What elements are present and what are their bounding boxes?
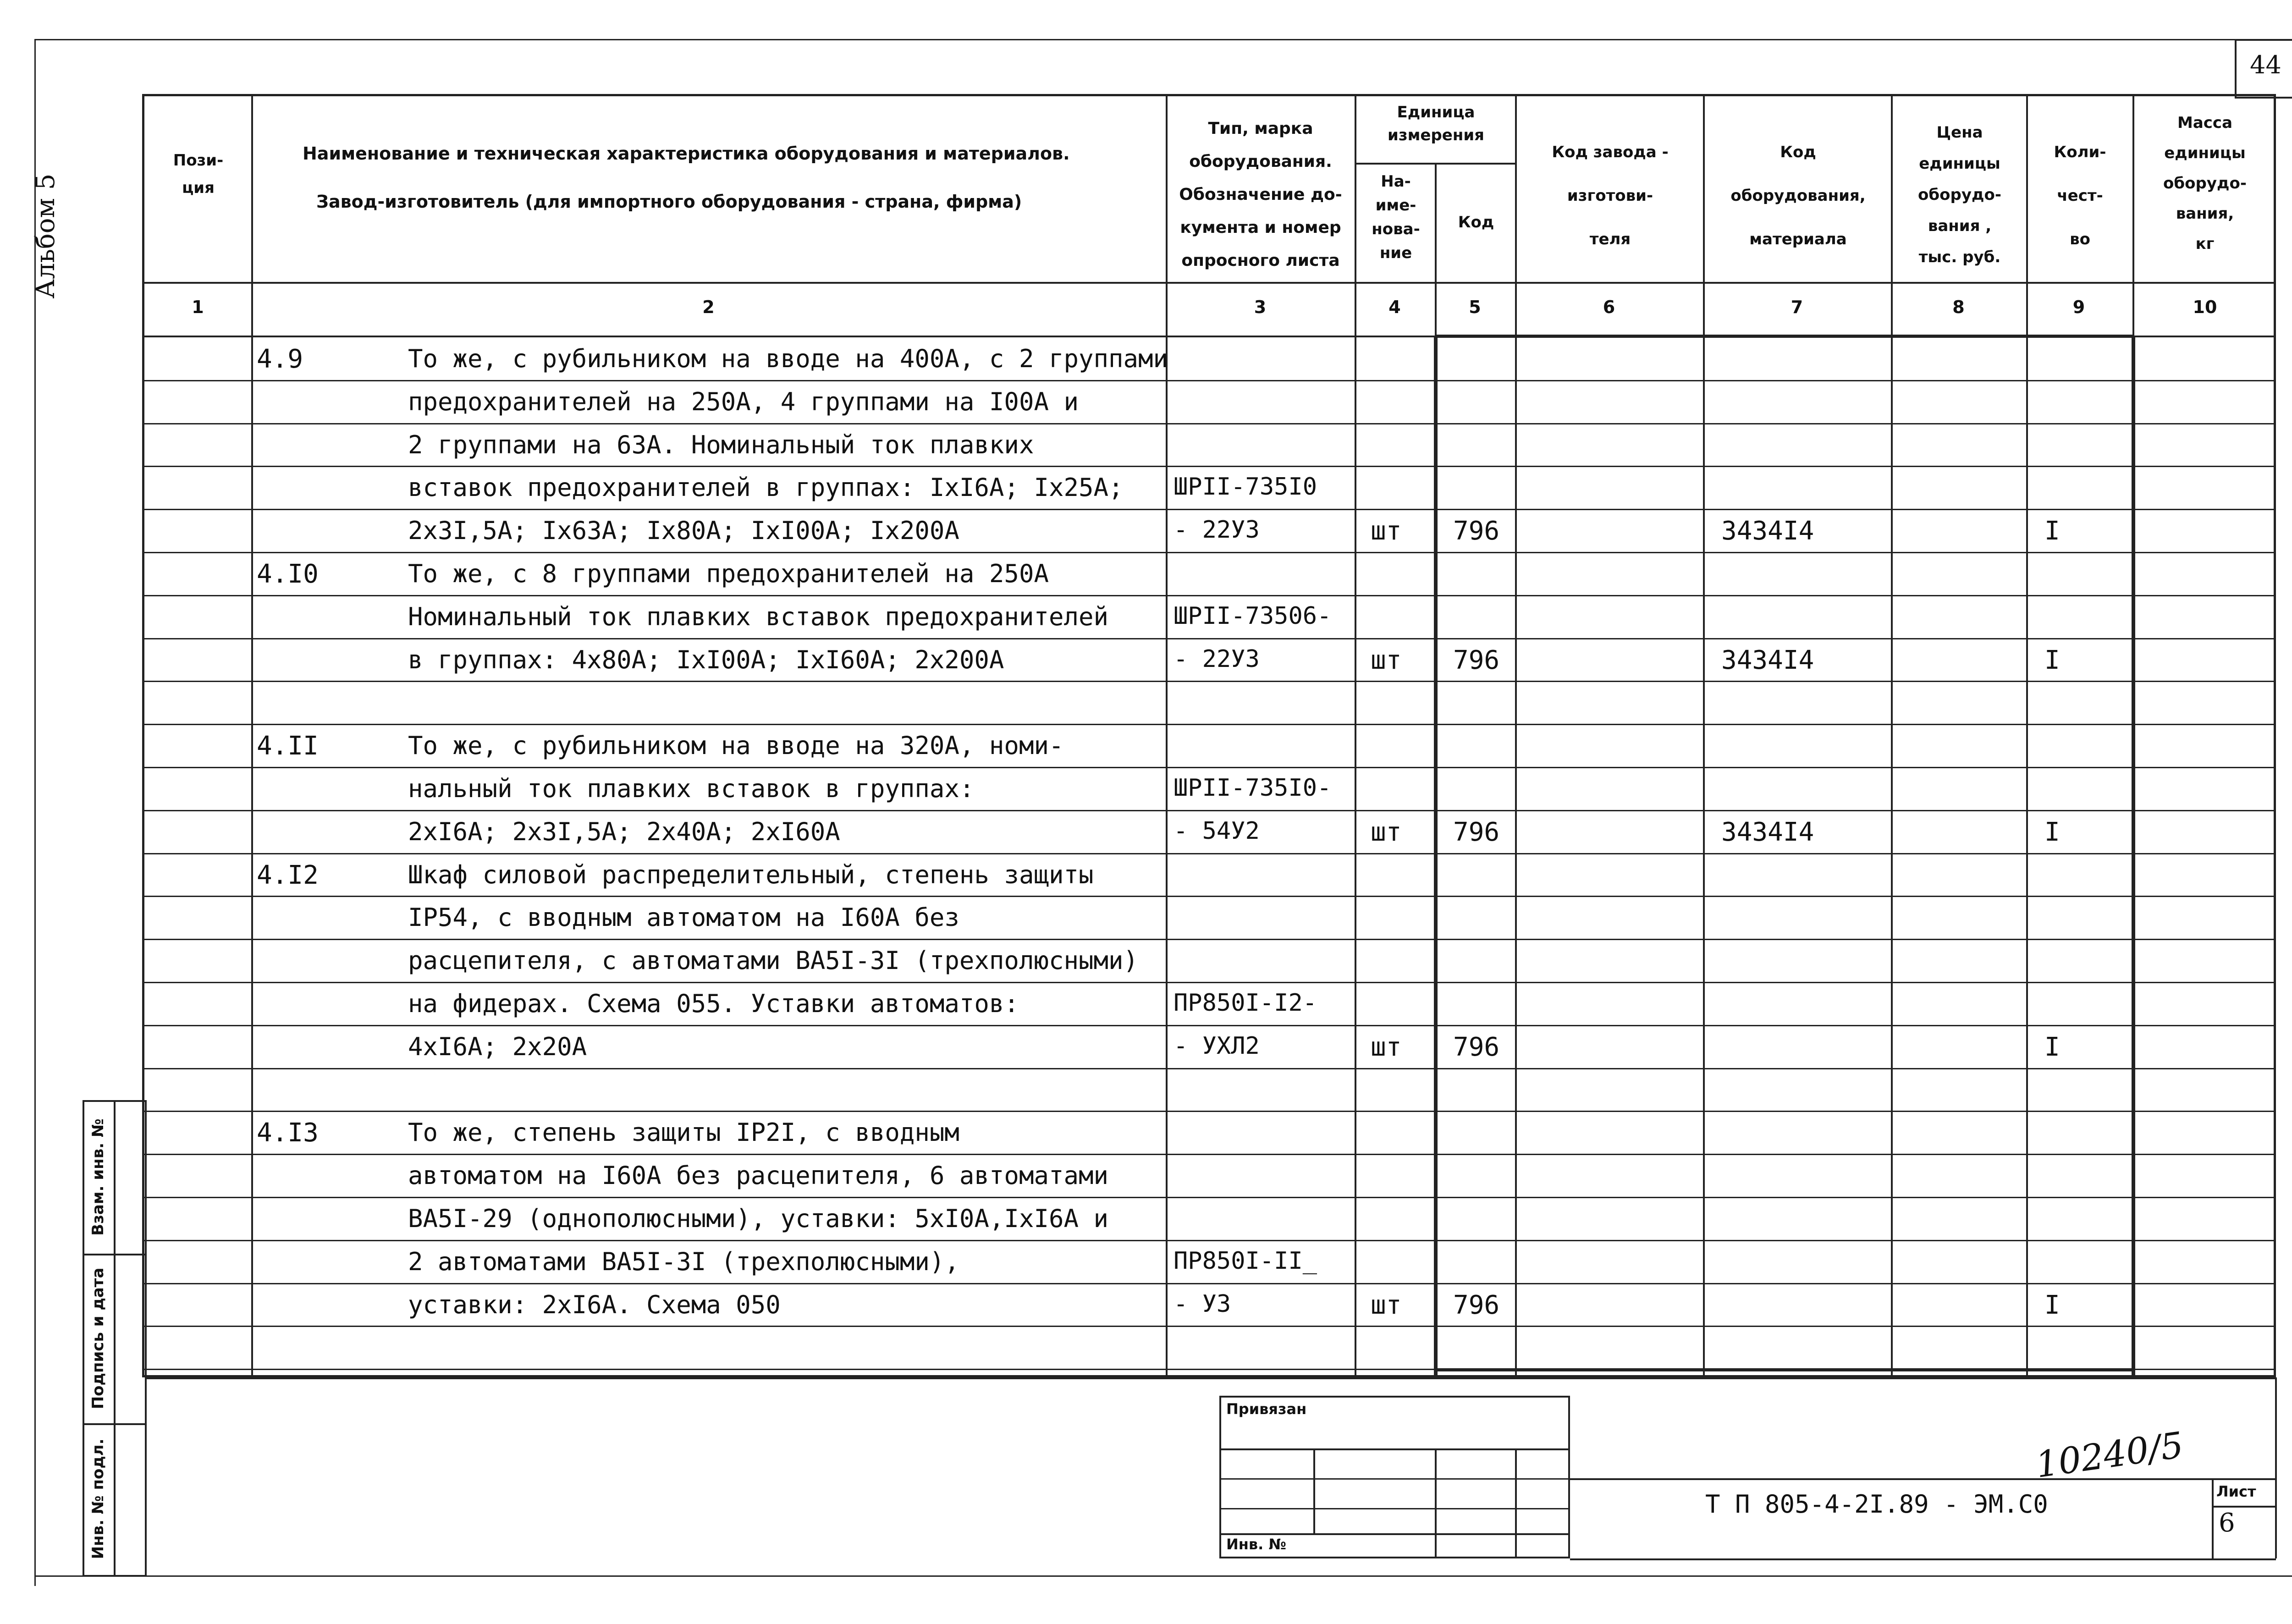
handwritten-number: 10240/5 [2033,1424,2186,1486]
header-name-line2: Завод-изготовитель (для импортного оборудования - страна, фирма) [316,192,1022,212]
title-block-bottom-line [1570,1558,2276,1560]
cell-type-mark: ШРII-73506- [1174,602,1332,630]
stamp-podpis-label: Подпись и дата [89,1267,107,1409]
cell-description: на фидерах. Схема 055. Уставки автоматов: [408,989,1019,1018]
cell-unit-name: шт [1371,1032,1402,1062]
colnum-6: 6 [1603,297,1615,317]
cell-description: Шкаф силовой распределительный, степень защиты [408,860,1094,889]
row-line [142,638,2276,639]
colnum-8: 8 [1952,297,1965,317]
cell-type-mark: - 22У3 [1174,516,1260,544]
cell-unit-name: шт [1371,1290,1402,1320]
cell-type-mark: - 54У2 [1174,817,1260,845]
privyazan-line-4 [1219,1533,1570,1535]
colnum-10: 10 [2193,297,2217,317]
cell-type-mark: ПР850I-II_ [1174,1247,1317,1275]
header-type: Тип, марка оборудования. Обозначение до- кумента и номер опросного листа [1179,119,1342,270]
row-line [142,1154,2276,1155]
privyazan-vline-1 [1313,1448,1315,1533]
list-box-left-line [2212,1478,2214,1558]
row-line [142,939,2276,940]
header-unit-code: Код [1458,213,1494,231]
cell-quantity: I [2044,645,2060,675]
row-line [142,681,2276,682]
privyazan-line-3 [1219,1508,1570,1509]
cell-quantity: I [2044,1032,2060,1062]
list-number: 6 [2219,1508,2235,1538]
header-maker-code: Код завода - изготови- теля [1552,143,1669,248]
cell-quantity: I [2044,516,2060,546]
col-line-5-thick [1434,336,1438,1377]
cell-description: 4xI6А; 2x20А [408,1032,587,1061]
document-code: Т П 805-4-2I.89 - ЭМ.С0 [1705,1490,2048,1519]
col-line-9-thick [2132,336,2135,1377]
row-line [142,896,2276,897]
title-block-right-line [2275,1377,2277,1558]
row-line [142,1197,2276,1198]
cell-unit-code: 796 [1453,516,1500,546]
privyazan-vline-3 [1515,1448,1517,1558]
cell-position: 4.I3 [257,1118,319,1148]
list-box-mid-line [2212,1506,2276,1508]
colnum-5: 5 [1469,297,1481,317]
cell-description: ВА5I-29 (однополюсными), уставки: 5xI0А,IxI6А и [408,1204,1109,1233]
colnum-1: 1 [192,297,204,317]
stamp-vzam-label: Взам. инв. № [89,1118,107,1236]
cell-description: То же, с рубильником на вводе на 320А, номи- [408,731,1064,760]
col-line-7 [1891,94,1893,1377]
row-line [142,810,2276,811]
row-line [142,1369,2276,1370]
inv-no-label: Инв. № [1226,1536,1286,1553]
cell-description: 2 группами на 63А. Номинальный ток плавких [408,430,1034,459]
col-line-1 [251,94,253,1377]
cell-description: уставки: 2xI6А. Схема 050 [408,1290,781,1319]
row-line [142,853,2276,854]
cell-type-mark: ШРII-735I0- [1174,774,1332,802]
row-line [142,1326,2276,1327]
colnum-4: 4 [1388,297,1401,317]
cell-description: в группах: 4x80А; IxI00А; IxI60А; 2x200А [408,645,1004,674]
cell-description: Номинальный ток плавких вставок предохранителей [408,602,1109,631]
header-quantity: Коли- чест- во [2054,143,2106,248]
cell-unit-name: шт [1371,817,1402,847]
cell-unit-code: 796 [1453,817,1500,847]
cell-unit-name: шт [1371,516,1402,546]
cell-description: IP54, с вводным автоматом на I60А без [408,903,959,932]
row-line [142,724,2276,725]
row-line [142,767,2276,768]
header-unit-name: На- име- нова- ние [1372,172,1420,262]
cell-description: предохранителей на 250А, 4 группами на I00А и [408,387,1079,416]
header-price: Цена единицы оборудо- вания , тыс. руб. [1918,123,2001,266]
side-stamp-divider [114,1100,116,1577]
row-line [142,1068,2276,1069]
cell-type-mark: - У3 [1174,1290,1231,1318]
row-line [142,380,2276,381]
privyazan-label: Привязан [1226,1400,1307,1418]
cell-equipment-code: 3434I4 [1721,645,1814,675]
header-name-line1: Наименование и техническая характеристика оборудования и материалов. [303,143,1070,164]
cell-description: расцепителя, с автоматами ВА5I-3I (трехполюсными) [408,946,1139,975]
cell-position: 4.II [257,731,319,761]
row-line [142,466,2276,467]
cell-description: То же, с рубильником на вводе на 400А, с 2 группами [408,344,1168,373]
col-line-2 [1166,94,1168,1377]
row-line [142,1283,2276,1284]
cell-quantity: I [2044,817,2060,847]
cell-unit-code: 796 [1453,1290,1500,1320]
cell-position: 4.I0 [257,559,319,589]
privyazan-vline-2 [1435,1448,1437,1558]
colnum-7: 7 [1791,297,1803,317]
cell-description: То же, степень защиты IP2I, с вводным [408,1118,959,1147]
binding-margin-line [34,39,36,1586]
row-line [142,423,2276,424]
col-line-6 [1703,94,1705,1377]
cell-position: 4.I2 [257,860,319,890]
colnum-9: 9 [2072,297,2085,317]
header-position: Пози- ция [173,151,224,197]
stamp-inv-label: Инв. № подл. [89,1438,107,1559]
cell-description: вставок предохранителей в группах: IxI6А; Ix25А; [408,473,1124,502]
cell-equipment-code: 3434I4 [1721,516,1814,546]
title-block-top-line [147,1377,2276,1379]
code-block-top-line [1570,1478,2276,1480]
privyazan-line-2 [1219,1478,1570,1480]
list-label: Лист [2216,1483,2256,1500]
row-line [142,1111,2276,1112]
cell-unit-code: 796 [1453,1032,1500,1062]
side-stamp-line-2 [83,1423,147,1425]
side-stamp-line-1 [83,1254,147,1255]
col-line-8 [2026,94,2028,1377]
header-bottom-line [142,282,2276,284]
row-line [142,982,2276,983]
cell-description: нальный ток плавких вставок в группах: [408,774,975,803]
header-equip-code: Код оборудования, материала [1730,143,1866,248]
cell-unit-name: шт [1371,645,1402,675]
cell-type-mark: ПР850I-I2- [1174,989,1317,1017]
header-unit-group: Единица измерения [1388,103,1484,144]
cell-quantity: I [2044,1290,2060,1320]
colnum-2: 2 [702,297,715,317]
cell-description: То же, с 8 группами предохранителей на 250А [408,559,1049,588]
cell-type-mark: ШРII-735I0 [1174,473,1317,501]
cell-equipment-code: 3434I4 [1721,817,1814,847]
row-line [142,552,2276,553]
cell-description: 2 автоматами ВА5I-3I (трехполюсными), [408,1247,959,1276]
header-mass: Масса единицы оборудо- вания, кг [2163,114,2247,253]
data-top-thick-line [1435,335,2134,338]
cell-description: 2x3I,5А; Ix63А; Ix80А; IxI00А; Ix200А [408,516,959,545]
privyazan-line-1 [1219,1448,1570,1450]
cell-position: 4.9 [257,344,303,374]
cell-description: автоматом на I60А без расцепителя, 6 автоматами [408,1161,1109,1190]
corner-sheet-number: 44 [2250,50,2281,79]
col-line-5 [1515,94,1517,1377]
row-line [142,509,2276,510]
cell-type-mark: - УХЛ2 [1174,1032,1260,1060]
row-line [142,595,2276,596]
colnum-3: 3 [1254,297,1267,317]
row-line [142,1025,2276,1026]
cell-unit-code: 796 [1453,645,1500,675]
album-label: Альбом 5 [31,173,61,299]
row-line [142,1240,2276,1241]
col-line-3 [1355,94,1356,1377]
cell-type-mark: - 22У3 [1174,645,1260,673]
cell-description: 2xI6А; 2x3I,5А; 2x40А; 2xI60А [408,817,840,846]
